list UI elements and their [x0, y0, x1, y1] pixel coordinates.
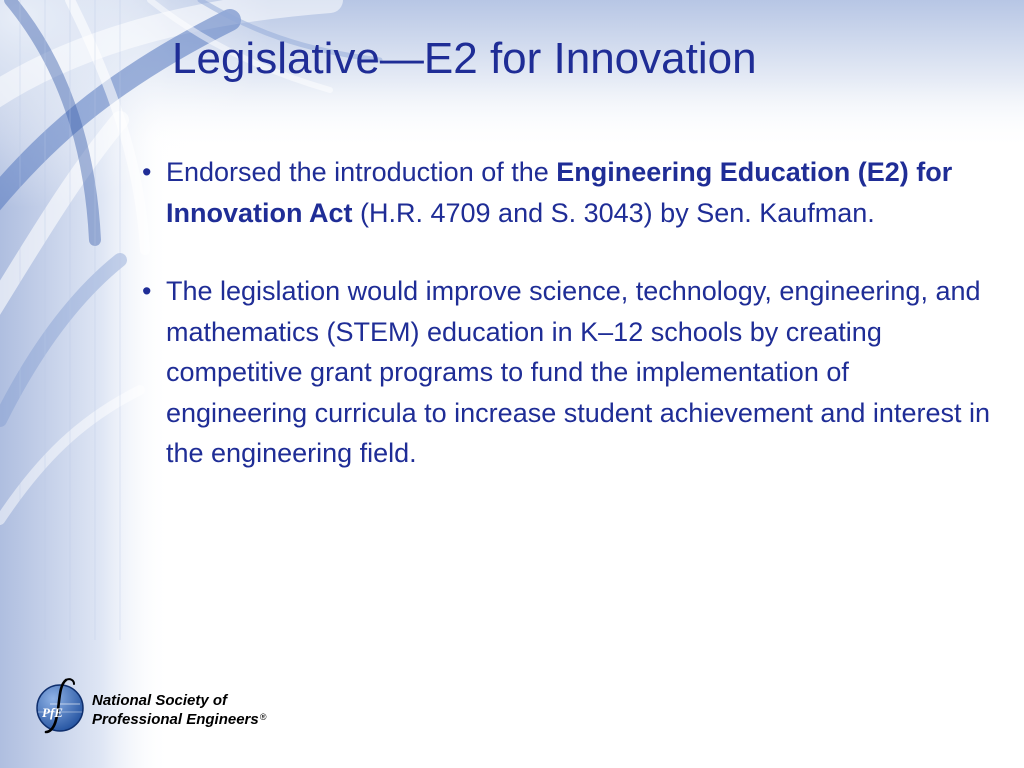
registered-mark: ® [259, 712, 267, 722]
logo-letters: PfE [42, 705, 63, 720]
logo-org-name [92, 692, 266, 728]
bullet-item [142, 152, 992, 233]
nspe-logo [32, 676, 322, 736]
bullet-marker: • [142, 157, 152, 187]
bullet-item [142, 271, 992, 474]
bill-name: Engineering Education (E2) for Innovation Act [166, 157, 953, 228]
org-name-line1: National Society of [92, 692, 228, 709]
org-name-line2-wrap [92, 709, 266, 728]
slide-title: Legislative—E2 for Innovation [172, 34, 757, 83]
bullet-list [142, 152, 992, 474]
bullet-text: (H.R. 4709 and S. 3043) by Sen. Kaufman. [352, 197, 875, 228]
bullet-text: Endorsed the introduction of the [166, 157, 557, 187]
bullet-marker: • [142, 276, 152, 306]
bullet-text: The legislation would improve science, technology, engineering, and mathematics (STEM) education in K–12 schools by creating competitive grant programs to fund the implementation of engineering curricula to increase student achievement and interest in the engineering field. [166, 276, 990, 468]
nspe-circle-logo-icon [32, 676, 92, 736]
org-name-line2: Professional Engineers [92, 711, 259, 728]
